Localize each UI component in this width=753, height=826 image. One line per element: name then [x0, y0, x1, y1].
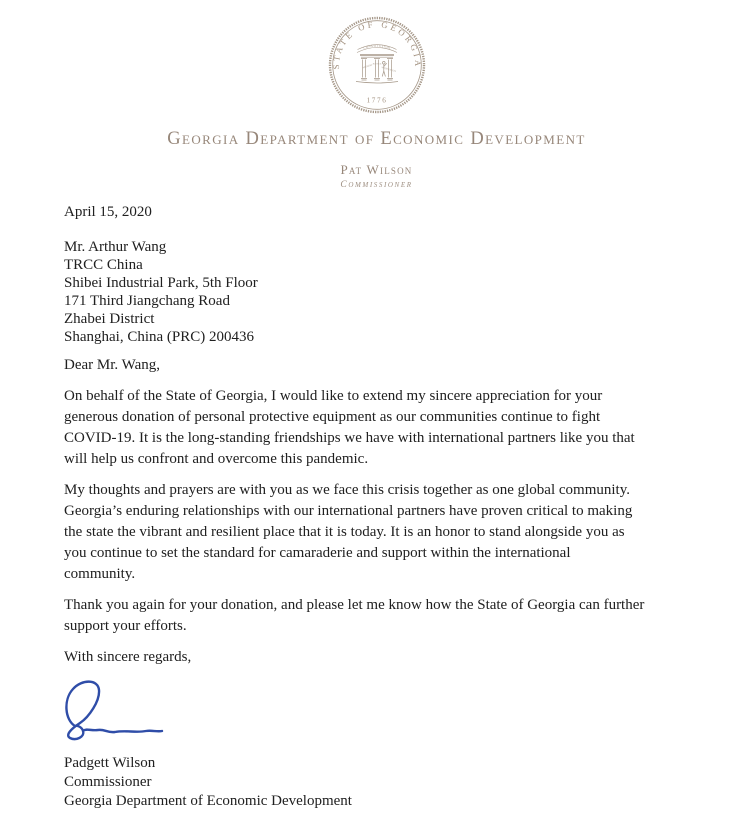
signature-area [58, 676, 733, 748]
salutation: Dear Mr. Wang, [64, 357, 160, 373]
recipient-address-line: Mr. Arthur Wang [64, 239, 167, 255]
closing-phrase: With sincere regards, [64, 649, 192, 665]
recipient-address-line: Shanghai, China (PRC) 200436 [64, 329, 254, 345]
seal-word-justice: JUSTICE [372, 63, 381, 66]
seal-word-wisdom: WISDOM [362, 64, 372, 70]
paragraph-line: generous donation of personal protective equipment as our communities continue to fight [64, 409, 601, 425]
recipient-address-line: Shibei Industrial Park, 5th Floor [64, 275, 258, 291]
paragraph-line: community. [64, 566, 136, 582]
seal-banner-text: CONSTITUTION [362, 43, 391, 50]
paragraph-line: Thank you again for your donation, and please let me know how the State of Georgia can further [64, 597, 645, 613]
signer-title: Commissioner [64, 774, 152, 790]
recipient-address-block [64, 238, 733, 346]
paragraph-line: will help us confront and overcome this pandemic. [64, 451, 369, 467]
signature-block [64, 754, 733, 811]
seal-word-moderation: MODERATION [380, 66, 396, 74]
seal-top-text: STATE OF GEORGIA [330, 19, 423, 70]
seal-banner-arc [357, 48, 397, 53]
paragraph-line: On behalf of the State of Georgia, I would like to extend my sincere appreciation for your [64, 388, 603, 404]
seal-year-text: 1776 [366, 96, 387, 105]
letterhead-officer-title: Commissioner [340, 180, 413, 190]
paragraph-line: support your efforts. [64, 618, 187, 634]
letter-paragraph-1 [64, 386, 733, 470]
letter-body [0, 203, 753, 811]
signer-name: Padgett Wilson [64, 755, 156, 771]
paragraph-line: COVID-19. It is the long-standing friendships we have with international partners like you that [64, 430, 635, 446]
georgia-state-seal-icon [327, 15, 427, 115]
letter-paragraph-2 [64, 480, 733, 585]
letter-paragraph-3 [64, 595, 733, 637]
paragraph-line: Georgia’s enduring relationships with our international partners have proven critical to making [64, 503, 633, 519]
letter-date: April 15, 2020 [64, 204, 152, 220]
letterhead-officer-name: Pat Wilson [340, 162, 413, 177]
recipient-address-line: TRCC China [64, 257, 143, 273]
paragraph-line: the state the vibrant and resilient place that it is today. It is an honor to stand alongside you as [64, 524, 625, 540]
signer-org: Georgia Department of Economic Development [64, 793, 352, 809]
paragraph-line: you continue to set the standard for camaraderie and support within the international [64, 545, 571, 561]
paragraph-line: My thoughts and prayers are with you as we face this crisis together as one global community. [64, 482, 630, 498]
recipient-address-line: Zhabei District [64, 311, 155, 327]
letterhead [0, 0, 753, 190]
recipient-address-line: 171 Third Jiangchang Road [64, 293, 230, 309]
seal-ground [356, 82, 398, 84]
letterhead-org-name: Georgia Department of Economic Development [167, 129, 586, 149]
handwritten-signature-icon [58, 676, 178, 748]
